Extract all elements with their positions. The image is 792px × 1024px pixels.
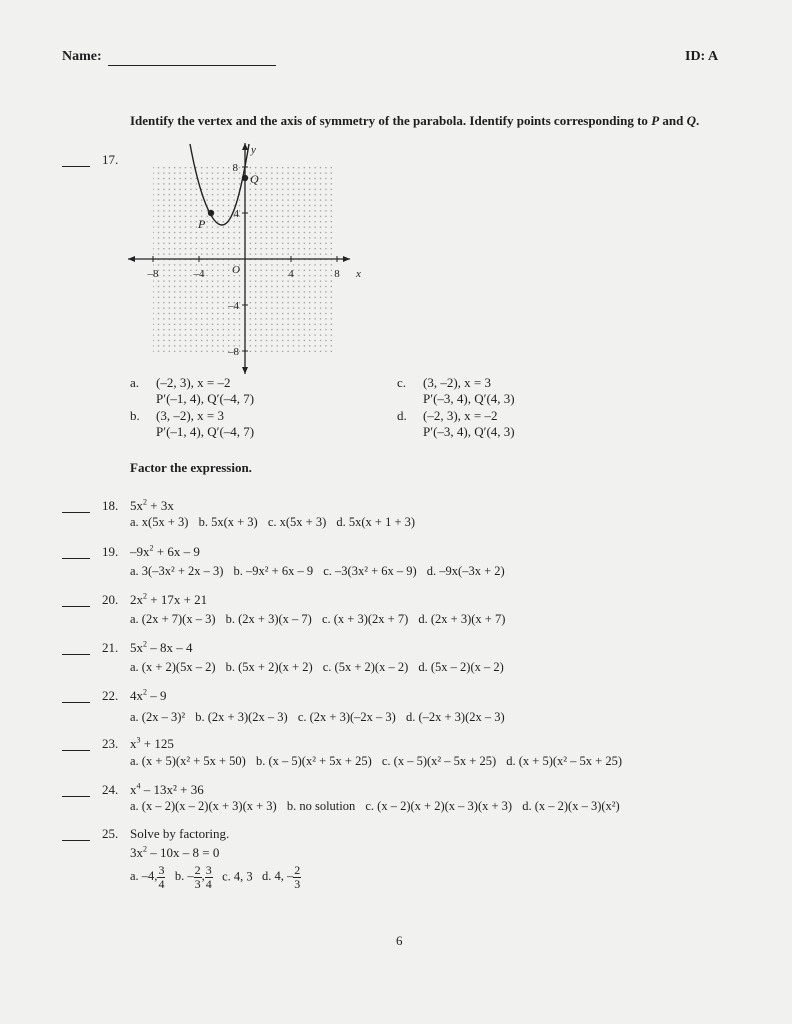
numerator: 2 bbox=[194, 863, 201, 877]
page-number: 6 bbox=[396, 933, 403, 948]
option-d: d. (2x + 3)(x + 7) bbox=[418, 612, 506, 626]
choice-b-letter: b. bbox=[130, 408, 140, 423]
stem-text: 4x bbox=[130, 688, 143, 703]
stem-exponent: 4 bbox=[136, 781, 141, 791]
option-c: c. 4, 3 bbox=[222, 869, 253, 884]
question-stem-25-line2 bbox=[130, 845, 219, 861]
stem-text: – 8x – 4 bbox=[147, 640, 193, 655]
fraction bbox=[157, 864, 165, 891]
instruction-q: Q bbox=[686, 113, 696, 128]
stem-text: + 3x bbox=[147, 498, 174, 513]
name-field bbox=[62, 49, 276, 66]
option-d: d. 5x(x + 1 + 3) bbox=[336, 515, 416, 529]
option-c: c. –3(3x² + 6x – 9) bbox=[323, 564, 417, 578]
question-number-20: 20. bbox=[102, 592, 119, 607]
stem-text: + 6x – 9 bbox=[153, 544, 200, 559]
stem-text: + 17x + 21 bbox=[147, 592, 208, 607]
stem-text: –9x bbox=[130, 544, 150, 559]
denominator: 4 bbox=[158, 877, 165, 891]
x-tick-label: –4 bbox=[193, 268, 205, 280]
stem-text: x bbox=[130, 782, 137, 797]
stem-text: 2x bbox=[130, 592, 143, 607]
denominator: 3 bbox=[194, 877, 201, 891]
option-c: c. (x – 2)(x + 2)(x – 3)(x + 3) bbox=[365, 799, 513, 813]
option-a: a. (2x + 7)(x – 3) bbox=[130, 612, 216, 626]
option-b bbox=[174, 863, 213, 891]
x-tick-label: –8 bbox=[147, 268, 159, 280]
option-b: b. 5x(x + 3) bbox=[198, 515, 258, 529]
point-q bbox=[242, 175, 248, 181]
question-stem-19 bbox=[130, 544, 200, 560]
option-c: c. (5x + 2)(x – 2) bbox=[322, 660, 409, 674]
option-a: a. (2x – 3)² bbox=[130, 710, 186, 724]
answer-blank-22[interactable] bbox=[62, 702, 90, 703]
option-d: d. (x + 5)(x² – 5x + 25) bbox=[506, 754, 622, 768]
option-d-text: d. 4, – bbox=[262, 869, 294, 884]
stem-text: 5x bbox=[130, 498, 143, 513]
option-b-text: b. – bbox=[174, 869, 194, 884]
options-22 bbox=[130, 710, 512, 725]
choice-b-line2: P′(–1, 4), Q′(–4, 7) bbox=[156, 424, 255, 439]
instruction-end: . bbox=[696, 113, 700, 128]
fraction bbox=[194, 864, 202, 891]
stem-text: 5x bbox=[130, 640, 143, 655]
answer-blank-21[interactable] bbox=[62, 654, 90, 655]
x-axis-label: x bbox=[356, 268, 361, 280]
stem-exponent: 2 bbox=[143, 497, 147, 507]
stem-exponent: 2 bbox=[143, 639, 147, 649]
question-number-18: 18. bbox=[102, 498, 119, 513]
question-stem-23 bbox=[130, 736, 174, 752]
y-tick-label: 8 bbox=[232, 162, 238, 174]
option-a: a. (x + 2)(5x – 2) bbox=[130, 660, 216, 674]
answer-blank-25[interactable] bbox=[62, 840, 90, 841]
option-d: d. –9x(–3x + 2) bbox=[426, 564, 505, 578]
stem-text: x bbox=[130, 736, 137, 751]
options-19 bbox=[130, 564, 512, 579]
question-number-21: 21. bbox=[102, 640, 119, 655]
option-b: b. (2x + 3)(x – 7) bbox=[225, 612, 312, 626]
option-b: b. (x – 5)(x² + 5x + 25) bbox=[255, 754, 372, 768]
section-instruction-factor: Factor the expression. bbox=[130, 460, 252, 475]
separator: , bbox=[201, 869, 205, 884]
option-a-text: a. –4, bbox=[130, 869, 158, 884]
choice-a-line2: P′(–1, 4), Q′(–4, 7) bbox=[156, 391, 255, 406]
numerator: 3 bbox=[158, 863, 165, 877]
fraction bbox=[293, 864, 301, 891]
instruction-and: and bbox=[659, 113, 687, 128]
parabola-graph bbox=[118, 138, 368, 380]
name-blank-line[interactable] bbox=[108, 49, 276, 66]
option-d: d. (–2x + 3)(2x – 3) bbox=[405, 710, 505, 724]
question-number-25: 25. bbox=[102, 826, 119, 841]
choice-d-line2: P′(–3, 4), Q′(4, 3) bbox=[423, 424, 515, 439]
stem-exponent: 2 bbox=[143, 687, 147, 697]
answer-blank-24[interactable] bbox=[62, 796, 90, 797]
question-stem-22 bbox=[130, 688, 167, 704]
choice-c-line1: (3, –2), x = 3 bbox=[423, 375, 491, 390]
stem-text: – 10x – 8 = 0 bbox=[147, 845, 220, 860]
answer-blank-20[interactable] bbox=[62, 606, 90, 607]
stem-exponent: 3 bbox=[136, 735, 141, 745]
instruction-p: P bbox=[651, 113, 660, 128]
option-c: c. x(5x + 3) bbox=[267, 515, 327, 529]
option-b: b. (2x + 3)(2x – 3) bbox=[195, 710, 288, 724]
y-tick-label: –8 bbox=[228, 346, 239, 358]
option-b: b. (5x + 2)(x + 2) bbox=[225, 660, 313, 674]
question-stem-25-line1: Solve by factoring. bbox=[130, 826, 230, 841]
answer-blank-23[interactable] bbox=[62, 750, 90, 751]
point-p bbox=[208, 210, 214, 216]
answer-blank-18[interactable] bbox=[62, 512, 90, 513]
denominator: 3 bbox=[294, 877, 301, 891]
choice-c-line2: P′(–3, 4), Q′(4, 3) bbox=[423, 391, 515, 406]
option-c: c. (x – 5)(x² – 5x + 25) bbox=[381, 754, 497, 768]
question-stem-18 bbox=[130, 498, 174, 514]
option-a bbox=[130, 863, 165, 891]
option-a: a. (x + 5)(x² + 5x + 50) bbox=[130, 754, 246, 768]
instruction-text: Identify the vertex and the axis of symmetry of the parabola. Identify points corresponding to bbox=[130, 113, 652, 128]
y-tick-label: 4 bbox=[233, 208, 239, 220]
option-c: c. (2x + 3)(–2x – 3) bbox=[297, 710, 396, 724]
stem-exponent: 2 bbox=[143, 844, 147, 854]
stem-exponent: 2 bbox=[149, 543, 154, 553]
question-number-22: 22. bbox=[102, 688, 119, 703]
option-a: a. (x – 2)(x – 2)(x + 3)(x + 3) bbox=[130, 799, 277, 813]
section-instruction-vertex bbox=[130, 113, 699, 129]
fraction bbox=[205, 864, 213, 891]
option-b: b. no solution bbox=[286, 799, 356, 813]
question-stem-21 bbox=[130, 640, 193, 656]
stem-text: + 125 bbox=[140, 736, 174, 751]
point-q-label: Q bbox=[250, 172, 259, 186]
stem-text: – 9 bbox=[147, 688, 167, 703]
question-stem-20 bbox=[130, 592, 207, 608]
option-d: d. (x – 2)(x – 3)(x²) bbox=[522, 799, 620, 813]
answer-blank-19[interactable] bbox=[62, 558, 90, 559]
option-c: c. (x + 3)(2x + 7) bbox=[321, 612, 409, 626]
stem-text: 3x bbox=[130, 845, 143, 860]
options-25 bbox=[130, 864, 301, 891]
options-24 bbox=[130, 799, 627, 814]
option-b: b. –9x² + 6x – 9 bbox=[233, 564, 314, 578]
option-a: a. x(5x + 3) bbox=[130, 515, 189, 529]
x-tick-label: 4 bbox=[288, 268, 294, 280]
answer-blank-17[interactable] bbox=[62, 166, 90, 167]
numerator: 2 bbox=[294, 863, 301, 877]
option-d bbox=[262, 863, 301, 891]
choice-d-letter: d. bbox=[397, 408, 407, 423]
choice-b-line1: (3, –2), x = 3 bbox=[156, 408, 224, 423]
choice-c-letter: c. bbox=[397, 375, 407, 390]
question-number-19: 19. bbox=[102, 544, 119, 559]
name-label: Name: bbox=[62, 49, 102, 64]
options-18 bbox=[130, 515, 422, 530]
choice-a-line1: (–2, 3), x = –2 bbox=[156, 375, 231, 390]
y-tick-label: –4 bbox=[228, 300, 239, 312]
origin-label: O bbox=[232, 264, 240, 276]
choice-a-letter: a. bbox=[130, 375, 140, 390]
stem-exponent: 2 bbox=[143, 591, 147, 601]
id-label: ID: A bbox=[685, 49, 719, 64]
x-tick-label: 8 bbox=[334, 268, 340, 280]
question-number-24: 24. bbox=[102, 782, 119, 797]
denominator: 4 bbox=[205, 877, 212, 891]
options-20 bbox=[130, 612, 512, 627]
question-number-23: 23. bbox=[102, 736, 119, 751]
options-21 bbox=[130, 660, 511, 675]
choice-d-line1: (–2, 3), x = –2 bbox=[423, 408, 498, 423]
option-a: a. 3(–3x² + 2x – 3) bbox=[130, 564, 224, 578]
point-p-label: P bbox=[198, 217, 206, 231]
question-number-17: 17. bbox=[102, 152, 119, 167]
stem-text: – 13x² + 36 bbox=[140, 782, 204, 797]
question-stem-24 bbox=[130, 782, 204, 798]
options-23 bbox=[130, 754, 629, 769]
numerator: 3 bbox=[205, 863, 212, 877]
option-d: d. (5x – 2)(x – 2) bbox=[418, 660, 504, 674]
y-axis-label: y bbox=[251, 144, 256, 156]
